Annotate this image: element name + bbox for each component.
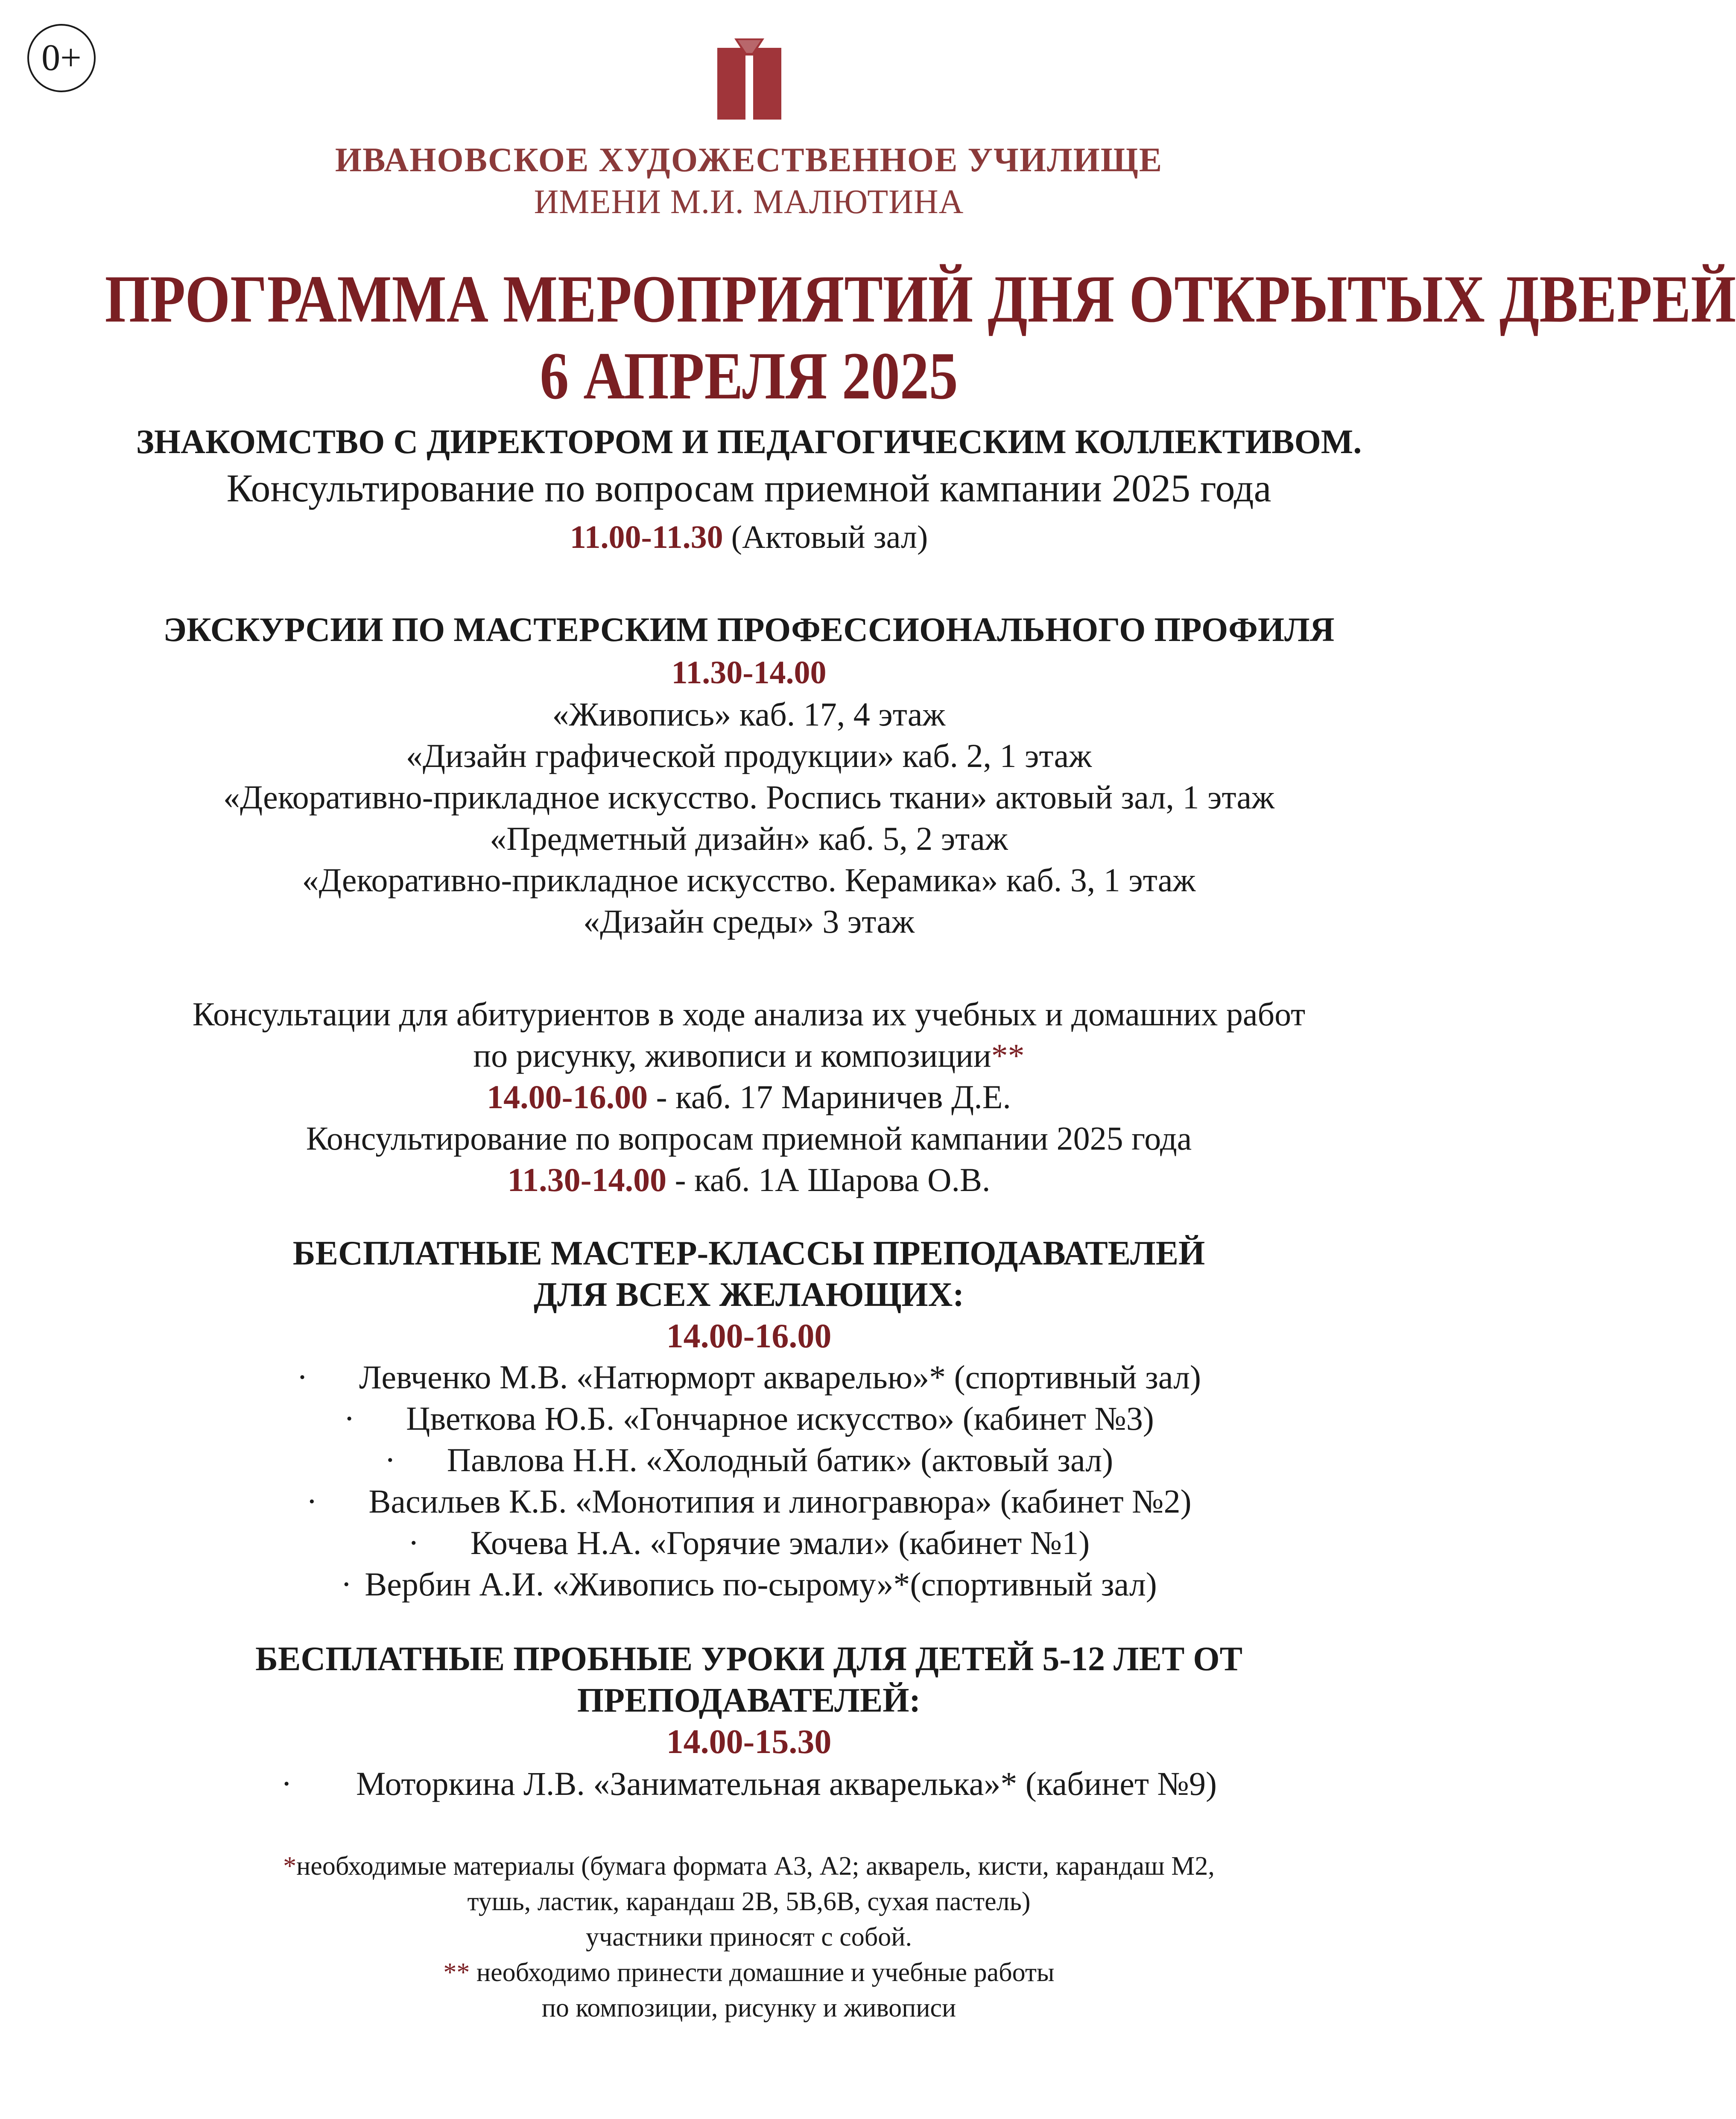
section3-time2: 11.30-14.00	[507, 1161, 667, 1198]
list-item: «Живопись» каб. 17, 4 этаж	[552, 696, 946, 733]
list-item-text: Левченко М.В. «Натюрморт акварелью»* (спортивный зал)	[359, 1358, 1201, 1396]
section4-time: 14.00-16.00	[666, 1317, 832, 1355]
list-item	[0, 1765, 1498, 1803]
school-logo-icon	[717, 38, 781, 120]
list-item	[0, 1399, 1498, 1438]
list-item: «Предметный дизайн» каб. 5, 2 этаж	[490, 820, 1008, 857]
section3-line1: Консультации для абитуриентов в ходе анализа их учебных и домашних работ	[192, 995, 1306, 1033]
section3-time2-row	[0, 1161, 1498, 1199]
section1-time: 11.00-11.30	[570, 519, 723, 555]
section2-time: 11.30-14.00	[671, 655, 827, 691]
notes-line2: тушь, ластик, карандаш 2В, 5В,6В, сухая пастель)	[467, 1887, 1031, 1916]
bullet: ·	[408, 1524, 419, 1561]
section3-line2-row	[0, 1036, 1498, 1075]
list-item-text: Васильев К.Б. «Монотипия и линогравюра» (кабинет №2)	[368, 1483, 1192, 1520]
bullet: ·	[306, 1483, 318, 1520]
list-item-text: Павлова Н.Н. «Холодный батик» (актовый зал)	[447, 1441, 1113, 1478]
page-title: ПРОГРАММА МЕРОПРИЯТИЙ ДНЯ ОТКРЫТЫХ ДВЕРЕЙ	[105, 262, 1736, 337]
bullet: ·	[384, 1441, 396, 1478]
section3-time1: 14.00-16.00	[487, 1078, 648, 1115]
notes-line1-row	[0, 1851, 1498, 1882]
age-rating-badge: 0+	[27, 24, 96, 92]
notes-mark1: *	[283, 1852, 297, 1881]
bullet: ·	[297, 1358, 308, 1396]
list-item-text: Вербин А.И. «Живопись по-сырому»*(спортивный зал)	[365, 1566, 1157, 1603]
section3-line2: по рисунку, живописи и композиции	[473, 1037, 991, 1074]
event-date: 6 АПРЕЛЯ 2025	[540, 339, 958, 413]
list-item: «Декоративно-прикладное искусство. Роспись ткани» актовый зал, 1 этаж	[223, 779, 1275, 816]
section3-time1-row	[0, 1078, 1498, 1116]
list-item-text: Кочева Н.А. «Горячие эмали» (кабинет №1)	[470, 1524, 1090, 1561]
school-name-line1: ИВАНОВСКОЕ ХУДОЖЕСТВЕННОЕ УЧИЛИЩЕ	[335, 141, 1163, 179]
section5-heading2: ПРЕПОДАВАТЕЛЕЙ:	[577, 1682, 921, 1719]
section5-heading1: БЕСПЛАТНЫЕ ПРОБНЫЕ УРОКИ ДЛЯ ДЕТЕЙ 5-12 ЛЕТ ОТ	[255, 1640, 1242, 1678]
section5-time: 14.00-15.30	[666, 1723, 832, 1761]
bullet: ·	[344, 1400, 355, 1437]
notes-line1: необходимые материалы (бумага формата А3, А2; акварель, кисти, карандаш М2,	[296, 1852, 1215, 1881]
notes-line5: по композиции, рисунку и живописи	[541, 1993, 956, 2022]
section3-line2-mark: **	[991, 1037, 1025, 1074]
section3-line4: Консультирование по вопросам приемной кампании 2025 года	[306, 1120, 1192, 1157]
list-item-text: Моторкина Л.В. «Занимательная акварелька»* (кабинет №9)	[356, 1765, 1217, 1802]
bullet: ·	[341, 1566, 352, 1603]
section1-subtitle: Консультирование по вопросам приемной кампании 2025 года	[226, 466, 1271, 510]
bullet: ·	[281, 1765, 292, 1802]
list-item: «Дизайн графической продукции» каб. 2, 1 этаж	[406, 737, 1092, 774]
list-item: «Дизайн среды» 3 этаж	[583, 903, 915, 940]
list-item: «Декоративно-прикладное искусство. Керамика» каб. 3, 1 этаж	[302, 861, 1196, 899]
list-item	[0, 1524, 1498, 1562]
notes-line4: необходимо принести домашние и учебные работы	[470, 1958, 1055, 1987]
notes-mark2: **	[443, 1958, 470, 1987]
notes-line4-row	[0, 1958, 1498, 1988]
section3-time2-text: - каб. 1А Шарова О.В.	[666, 1161, 991, 1198]
list-item	[0, 1565, 1498, 1604]
section4-heading1: БЕСПЛАТНЫЕ МАСТЕР-КЛАССЫ ПРЕПОДАВАТЕЛЕЙ	[292, 1235, 1205, 1272]
section4-heading2: ДЛЯ ВСЕХ ЖЕЛАЮЩИХ:	[533, 1276, 964, 1314]
section1-heading: ЗНАКОМСТВО С ДИРЕКТОРОМ И ПЕДАГОГИЧЕСКИМ КОЛЛЕКТИВОМ.	[136, 423, 1362, 461]
list-item	[0, 1358, 1498, 1396]
school-name-line2: ИМЕНИ М.И. МАЛЮТИНА	[534, 183, 964, 221]
list-item-text: Цветкова Ю.Б. «Гончарное искусство» (кабинет №3)	[406, 1400, 1154, 1437]
section1-time-line	[0, 519, 1498, 556]
notes-line3: участники приносят с собой.	[586, 1923, 912, 1952]
list-item	[0, 1441, 1498, 1479]
section3-time1-text: - каб. 17 Мариничев Д.Е.	[648, 1078, 1011, 1115]
section1-place: (Актовый зал)	[723, 519, 928, 555]
list-item	[0, 1482, 1498, 1521]
section2-heading: ЭКСКУРСИИ ПО МАСТЕРСКИМ ПРОФЕССИОНАЛЬНОГО ПРОФИЛЯ	[163, 611, 1335, 649]
